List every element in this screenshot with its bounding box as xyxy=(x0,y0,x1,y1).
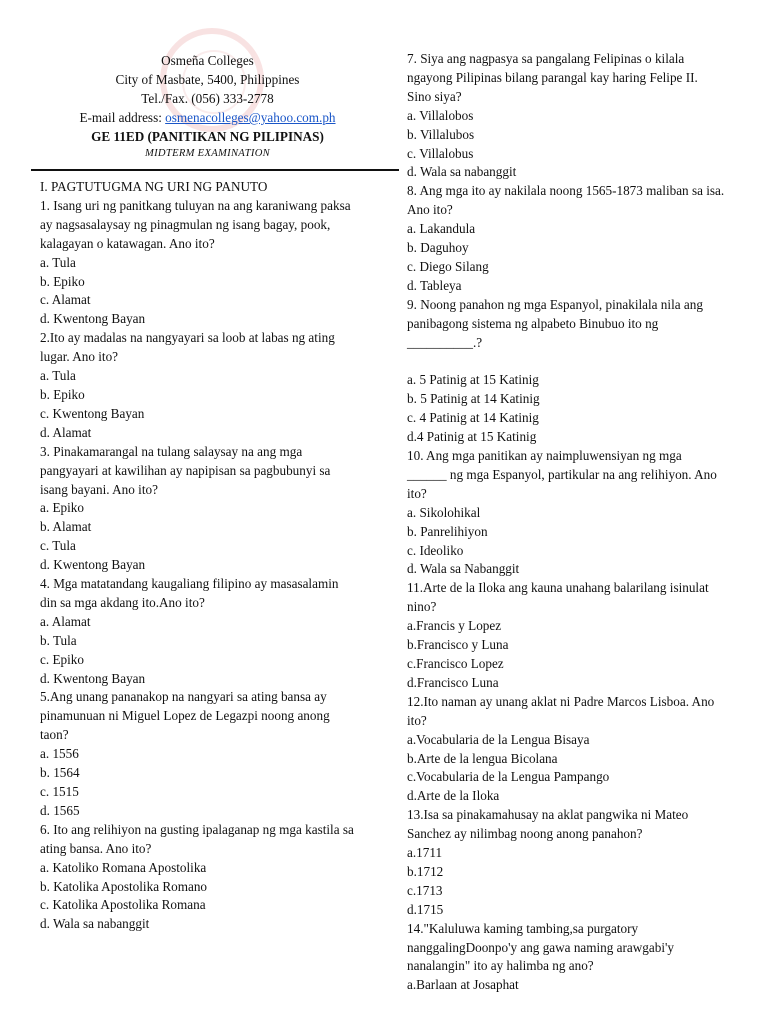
header-divider xyxy=(31,169,399,171)
course-title: GE 11ED (PANITIKAN NG PILIPINAS) xyxy=(91,129,324,144)
question-text-line: 7. Siya ang nagpasya sa pangalang Felipinas o kilala xyxy=(407,51,685,66)
question-text-line: 1. Isang uri ng panitkang tuluyan na ang karaniwang paksa xyxy=(40,197,351,213)
question-text-line: 4. Mga matatandang kaugaliang filipino ay masasalamin xyxy=(40,576,339,592)
question-text-line: d.1715 xyxy=(407,901,444,917)
question-text-line: din sa mga akdang ito.Ano ito? xyxy=(40,594,205,610)
question-text-line: __________.? xyxy=(407,334,483,350)
question-text-line: isang bayani. Ano ito? xyxy=(40,481,158,497)
question-text-line: 8. Ang mga ito ay nakilala noong 1565-1873 maliban sa isa. xyxy=(407,183,725,199)
question-text-line: c. Diego Silang xyxy=(407,258,489,274)
question-text-line: a. 5 Patinig at 15 Katinig xyxy=(407,372,539,388)
question-text-line: c.1713 xyxy=(407,882,443,898)
question-text-line: a. Epiko xyxy=(40,500,84,516)
question-text-line: kalagayan o katawagan. Ano ito? xyxy=(40,235,215,251)
question-text-line: d. Tableya xyxy=(407,277,462,293)
question-text-line: a.Vocabularia de la Lengua Bisaya xyxy=(407,731,590,747)
question-text-line: Ano ito? xyxy=(407,202,453,218)
question-text-line: d. Kwentong Bayan xyxy=(40,670,146,686)
question-text-line: ngayong Pilipinas bilang parangal kay haring Felipe II. xyxy=(407,69,698,85)
question-text-line: b. 5 Patinig at 14 Katinig xyxy=(407,391,540,407)
question-text-line: c.Vocabularia de la Lengua Pampango xyxy=(407,769,610,785)
question-text-line: c. Kwentong Bayan xyxy=(40,405,145,421)
question-text-line: b. Epiko xyxy=(40,386,85,402)
question-text-line: nanalangin" ito ay halimba ng ano? xyxy=(407,958,594,974)
question-text-line: a. Tula xyxy=(40,254,76,270)
question-text-line: b.1712 xyxy=(407,863,444,879)
question-text-line: Sino siya? xyxy=(407,88,462,104)
question-text-line: pangyayari at kawilihan ay napipisan sa pagbubunyi sa xyxy=(40,462,331,478)
school-address: City of Masbate, 5400, Philippines xyxy=(115,72,300,87)
email-line xyxy=(40,108,375,127)
question-text-line: b. Epiko xyxy=(40,273,85,289)
question-text-line: c. Katolika Apostolika Romana xyxy=(40,897,206,913)
question-text-line: 9. Noong panahon ng mga Espanyol, pinakilala nila ang xyxy=(407,296,703,312)
question-text-line: ito? xyxy=(407,485,427,501)
question-text-line: c. Tula xyxy=(40,538,76,554)
question-text-line: panibagong sistema ng alpabeto Binubuo ito ng xyxy=(407,315,659,331)
question-text-line: c. Epiko xyxy=(40,651,84,667)
question-text-line: 5.Ang unang pananakop na nangyari sa ating bansa ay xyxy=(40,689,327,705)
question-text-line: 2.Ito ay madalas na nangyayari sa loob at labas ng ating xyxy=(40,330,335,346)
left-column xyxy=(40,178,385,934)
email-link[interactable]: osmenacolleges@yahoo.com.ph xyxy=(165,110,336,125)
question-text-line: a. Tula xyxy=(40,368,76,384)
question-text-line: a.Barlaan at Josaphat xyxy=(407,977,519,993)
question-text-line: c. Villalobus xyxy=(407,145,474,161)
question-text-line: 12.Ito naman ay unang aklat ni Padre Marcos Lisboa. Ano xyxy=(407,693,715,709)
question-text-line: c.Francisco Lopez xyxy=(407,655,504,671)
question-text-line: b. Panrelihiyon xyxy=(407,523,488,539)
blank-line xyxy=(407,353,752,372)
question-text-line: d. 1565 xyxy=(40,802,80,818)
question-text-line: b. Villalubos xyxy=(407,126,475,142)
question-text-line: c. Alamat xyxy=(40,292,91,308)
question-text-line: b. Alamat xyxy=(40,519,92,535)
question-text-line: a. Lakandula xyxy=(407,221,476,237)
question-text-line: ating bansa. Ano ito? xyxy=(40,840,152,856)
question-text-line: ay nagsasalaysay ng pinagmulan ng isang bagay, pook, xyxy=(40,216,331,232)
right-question-list xyxy=(407,50,752,995)
question-text-line: d. Kwentong Bayan xyxy=(40,557,146,573)
question-text-line: b. Daguhoy xyxy=(407,240,469,256)
email-label: E-mail address: xyxy=(79,110,166,125)
question-text-line: 13.Isa sa pinakamahusay na aklat pangwika ni Mateo xyxy=(407,807,689,823)
question-text-line: 3. Pinakamarangal na tulang salaysay na ang mga xyxy=(40,443,303,459)
question-text-line: 14."Kaluluwa kaming tambing,sa purgatory xyxy=(407,920,639,936)
question-text-line: a. 1556 xyxy=(40,746,79,762)
question-text-line: d. Kwentong Bayan xyxy=(40,311,146,327)
question-text-line: ______ ng mga Espanyol, partikular na ang relihiyon. Ano xyxy=(407,466,717,482)
question-text-line: 6. Ito ang relihiyon na gusting ipalaganap ng mga kastila sa xyxy=(40,821,354,837)
question-text-line: a.1711 xyxy=(407,845,443,861)
exam-title: MIDTERM EXAMINATION xyxy=(144,148,271,159)
document-header xyxy=(40,51,375,162)
question-text-line: d. Wala sa nabanggit xyxy=(40,916,150,932)
question-text-line: lugar. Ano ito? xyxy=(40,349,119,365)
question-text-line: ito? xyxy=(407,712,427,728)
question-text-line: d. Wala sa Nabanggit xyxy=(407,561,520,577)
school-telfax: Tel./Fax. (056) 333-2778 xyxy=(141,91,274,106)
question-text-line: taon? xyxy=(40,727,69,743)
right-column xyxy=(407,50,752,995)
question-text-line: 11.Arte de la Iloka ang kauna unahang balarilang isinulat xyxy=(407,580,709,596)
question-text-line: b. Tula xyxy=(40,632,77,648)
question-text-line: Sanchez ay nilimbag noong anong panahon? xyxy=(407,826,643,842)
question-text-line: a. Villalobos xyxy=(407,107,474,123)
question-text-line: b.Arte de la lengua Bicolana xyxy=(407,750,558,766)
left-question-list xyxy=(40,197,385,934)
question-text-line: c. 1515 xyxy=(40,784,79,799)
question-text-line: b.Francisco y Luna xyxy=(407,637,509,653)
question-text-line: a. Katoliko Romana Apostolika xyxy=(40,859,207,875)
question-text-line: 10. Ang mga panitikan ay naimpluwensiyan ng mga xyxy=(407,448,682,464)
question-text-line: b. 1564 xyxy=(40,765,80,781)
question-text-line: a. Alamat xyxy=(40,613,91,629)
question-text-line: a.Francis y Lopez xyxy=(407,618,502,634)
question-text-line: d. Wala sa nabanggit xyxy=(407,164,517,180)
question-text-line: d.4 Patinig at 15 Katinig xyxy=(407,429,537,445)
section-title: I. PAGTUTUGMA NG URI NG PANUTO xyxy=(40,179,268,194)
question-text-line: nino? xyxy=(407,599,437,615)
question-text-line: a. Sikolohikal xyxy=(407,504,481,520)
question-text-line: c. Ideoliko xyxy=(407,542,464,558)
question-text-line: b. Katolika Apostolika Romano xyxy=(40,878,208,894)
question-text-line: pinamunuan ni Miguel Lopez de Legazpi noong anong xyxy=(40,708,330,724)
school-name: Osmeña Colleges xyxy=(161,53,254,68)
question-text-line: nanggalingDoonpo'y ang gawa naming arawgabi'y xyxy=(407,939,674,955)
question-text-line: d. Alamat xyxy=(40,424,92,440)
question-text-line: d.Arte de la Iloka xyxy=(407,788,500,804)
question-text-line: c. 4 Patinig at 14 Katinig xyxy=(407,410,539,426)
question-text-line: d.Francisco Luna xyxy=(407,674,499,690)
